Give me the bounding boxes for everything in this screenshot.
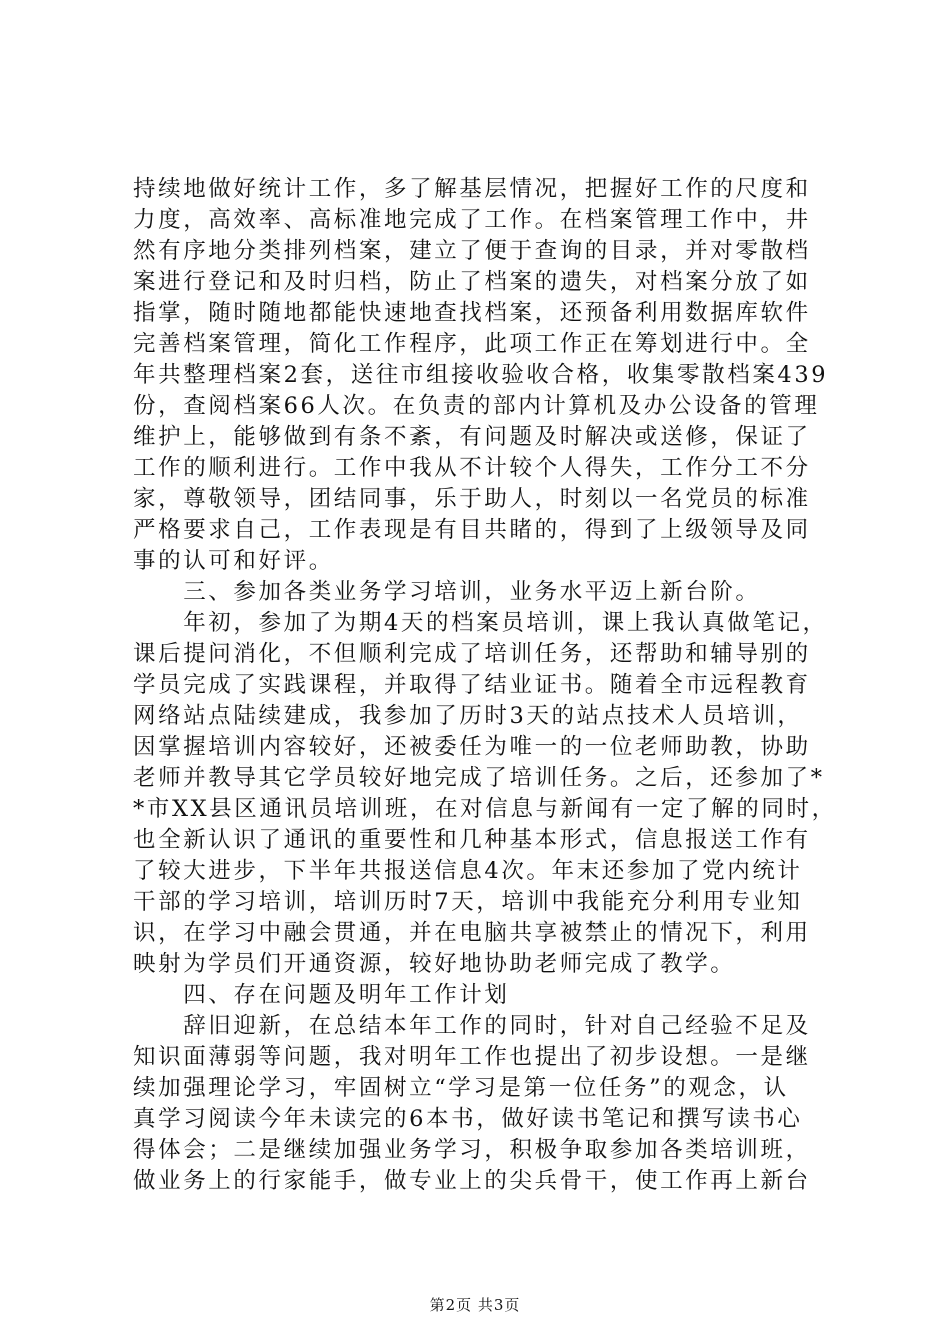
text-line: 干部的学习培训，培训历时7天，培训中我能充分利用专业知 <box>133 889 803 915</box>
page-footer: 第2页 共3页 <box>429 1296 521 1314</box>
text-line: 知识面薄弱等问题，我对明年工作也提出了初步设想。一是继 <box>133 1044 811 1070</box>
text-line: 也全新认识了通讯的重要性和几种基本形式，信息报送工作有 <box>133 827 811 853</box>
text-line: 份，查阅档案66人次。在负责的部内计算机及办公设备的管理 <box>133 393 820 419</box>
text-line: 映射为学员们开通资源，较好地协助老师完成了教学。 <box>133 951 736 977</box>
text-line: 识，在学习中融会贯通，并在电脑共享被禁止的情况下，利用 <box>133 920 811 946</box>
text-line: 完善档案管理，简化工作程序，此项工作正在筹划进行中。全 <box>133 331 811 357</box>
text-line: 续加强理论学习，牢固树立“学习是第一位任务”的观念，认 <box>133 1075 789 1101</box>
text-line: 年共整理档案2套，送往市组接收验收合格，收集零散档案439 <box>133 362 829 388</box>
text-line: 老师并教导其它学员较好地完成了培训任务。之后，还参加了* <box>133 765 825 791</box>
text-line: 做业务上的行家能手，做专业上的尖兵骨干，使工作再上新台 <box>133 1168 811 1194</box>
text-line: 网络站点陆续建成，我参加了历时3天的站点技术人员培训， <box>133 703 803 729</box>
text-line: 维护上，能够做到有条不紊，有问题及时解决或送修，保证了 <box>133 424 811 450</box>
text-line: 指掌，随时随地都能快速地查找档案，还预备利用数据库软件 <box>133 300 811 326</box>
text-line: 课后提问消化，不但顺利完成了培训任务，还帮助和辅导别的 <box>133 641 811 667</box>
text-line: 案进行登记和及时归档，防止了档案的遗失，对档案分放了如 <box>133 269 811 295</box>
text-line: 因掌握培训内容较好，还被委任为唯一的一位老师助教，协助 <box>133 734 811 760</box>
text-line: 三、参加各类业务学习培训，业务水平迈上新台阶。 <box>133 579 761 605</box>
text-line: 事的认可和好评。 <box>133 548 334 574</box>
text-line: 得体会；二是继续加强业务学习，积极争取参加各类培训班， <box>133 1137 811 1163</box>
text-line: 年初，参加了为期4天的档案员培训，课上我认真做笔记， <box>133 610 828 636</box>
text-line: 持续地做好统计工作，多了解基层情况，把握好工作的尺度和 <box>133 176 811 202</box>
text-line: 学员完成了实践课程，并取得了结业证书。随着全市远程教育 <box>133 672 811 698</box>
document-body <box>133 174 838 1197</box>
text-line: 辞旧迎新，在总结本年工作的同时，针对自己经验不足及 <box>133 1013 811 1039</box>
text-line: *市XX县区通讯员培训班，在对信息与新闻有一定了解的同时， <box>133 796 837 822</box>
text-line: 四、存在问题及明年工作计划 <box>133 982 510 1008</box>
text-line: 力度，高效率、高标准地完成了工作。在档案管理工作中，井 <box>133 207 811 233</box>
text-line: 真学习阅读今年未读完的6本书，做好读书笔记和撰写读书心 <box>133 1106 803 1132</box>
text-line: 工作的顺利进行。工作中我从不计较个人得失，工作分工不分 <box>133 455 811 481</box>
text-line: 然有序地分类排列档案，建立了便于查询的目录，并对零散档 <box>133 238 811 264</box>
text-line: 严格要求自己，工作表现是有目共睹的，得到了上级领导及同 <box>133 517 811 543</box>
text-line: 家，尊敬领导，团结同事，乐于助人，时刻以一名党员的标准 <box>133 486 811 512</box>
text-line: 了较大进步，下半年共报送信息4次。年末还参加了党内统计 <box>133 858 803 884</box>
